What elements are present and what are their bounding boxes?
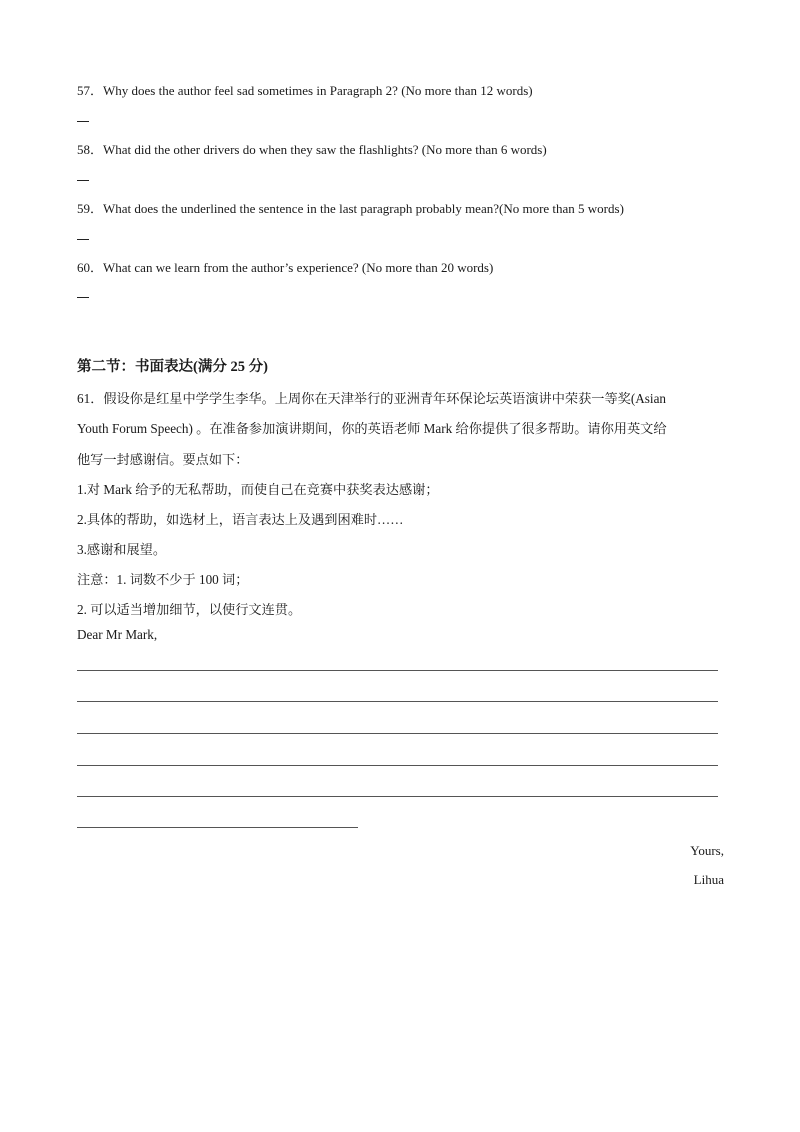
writing-line[interactable] xyxy=(77,733,718,734)
task-line-3: 他写一封感谢信。要点如下： xyxy=(77,452,249,467)
writing-line[interactable] xyxy=(77,796,718,797)
section-heading: 第二节：书面表达(满分 25 分) xyxy=(77,359,268,375)
letter-salutation: Dear Mr Mark, xyxy=(77,627,158,642)
task-line-1: 61．假设你是红星中学学生李华。上周你在天津举行的亚洲青年环保论坛英语演讲中荣获一等奖(Asian xyxy=(77,391,667,406)
task-point-1: 1.对 Mark 给予的无私帮助，而使自己在竞赛中获奖表达感谢； xyxy=(77,482,439,497)
writing-line[interactable] xyxy=(77,701,718,702)
writing-line[interactable] xyxy=(77,670,718,671)
writing-line-short[interactable] xyxy=(77,827,358,828)
writing-line[interactable] xyxy=(77,765,718,766)
note-line-1: 注意：1. 词数不少于 100 词； xyxy=(77,572,249,587)
letter-closing: Yours, xyxy=(690,843,724,858)
letter-signature: Lihua xyxy=(693,872,724,887)
answer-blank-59[interactable] xyxy=(77,239,89,240)
question-57: 57．Why does the author feel sad sometimes in Paragraph 2? (No more than 12 words) xyxy=(77,83,533,98)
task-point-2: 2.具体的帮助，如选材上，语言表达上及遇到困难时…… xyxy=(77,512,404,527)
question-59: 59．What does the underlined the sentence in the last paragraph probably mean?(No more than 5 words) xyxy=(77,201,624,216)
question-58: 58．What did the other drivers do when they saw the flashlights? (No more than 6 words) xyxy=(77,142,547,157)
task-line-2: Youth Forum Speech) 。在准备参加演讲期间，你的英语老师 Mark 给你提供了很多帮助。请你用英文给 xyxy=(77,421,667,436)
task-point-3: 3.感谢和展望。 xyxy=(77,542,167,557)
question-60: 60．What can we learn from the author’s experience? (No more than 20 words) xyxy=(77,260,494,275)
note-line-2: 2. 可以适当增加细节，以使行文连贯。 xyxy=(77,602,302,617)
answer-blank-57[interactable] xyxy=(77,121,89,122)
answer-blank-60[interactable] xyxy=(77,297,89,298)
answer-blank-58[interactable] xyxy=(77,180,89,181)
